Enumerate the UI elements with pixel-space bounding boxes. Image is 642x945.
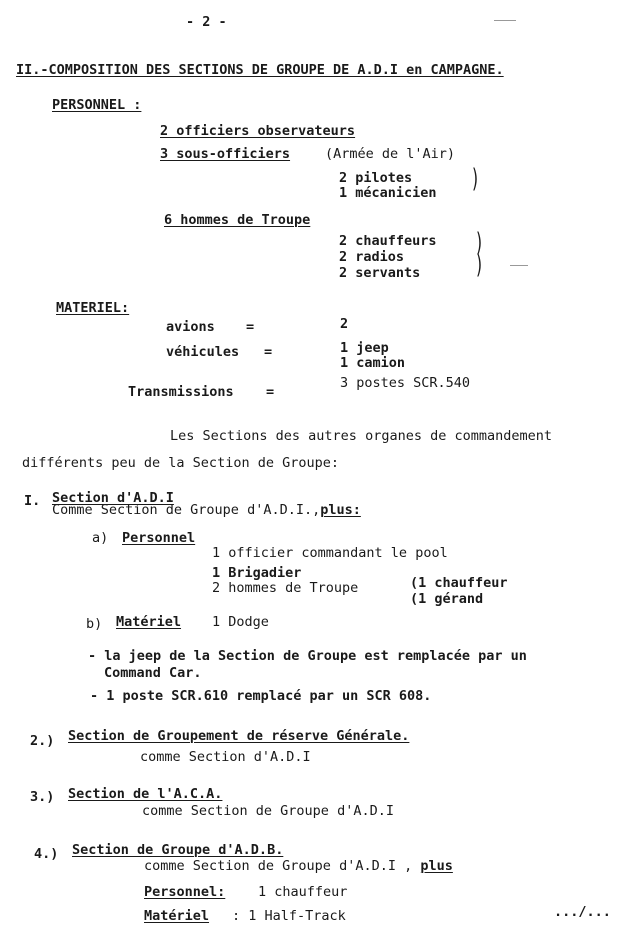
page-number: - 2 - bbox=[186, 14, 227, 30]
materiel-row-value: 2 bbox=[340, 316, 349, 332]
section-1-plus: plus: bbox=[320, 502, 361, 518]
materiel-row-value: 3 postes SCR.540 bbox=[340, 375, 471, 391]
section-1-line bbox=[52, 502, 361, 518]
section-4-materiel-label: Matériel bbox=[144, 908, 210, 924]
nco-note: (Armée de l'Air) bbox=[325, 146, 456, 162]
section-4-title: Section de Groupe d'A.D.B. bbox=[72, 842, 284, 858]
section-4-number: 4.) bbox=[34, 846, 59, 862]
scan-speck bbox=[510, 265, 528, 266]
personnel-label: PERSONNEL : bbox=[52, 97, 142, 113]
materiel-row-value: 1 jeep bbox=[340, 340, 389, 356]
materiel-row-value2: 1 camion bbox=[340, 355, 406, 371]
materiel-row-eq: = bbox=[264, 344, 273, 360]
sub-a-item: 2 hommes de Troupe bbox=[212, 580, 359, 596]
brace-glyph: ) bbox=[476, 228, 483, 258]
sub-b-value: 1 Dodge bbox=[212, 614, 269, 630]
officers-line: 2 officiers observateurs bbox=[160, 123, 356, 139]
section-1-number: I. bbox=[24, 493, 41, 509]
continuation-mark: .../... bbox=[554, 904, 611, 920]
section-4-personnel-value: 1 chauffeur bbox=[258, 884, 348, 900]
section-1-title: Section d'A.D.I bbox=[52, 490, 174, 506]
section-4-line bbox=[144, 858, 453, 874]
troop-detail-radios: 2 radios bbox=[339, 249, 405, 265]
nco-line: 3 sous-officiers bbox=[160, 146, 291, 162]
bullet-2: - 1 poste SCR.610 remplacé par un SCR 608. bbox=[90, 688, 432, 704]
sub-a-subitem: (1 gérand bbox=[410, 591, 484, 607]
section-heading: II.-COMPOSITION DES SECTIONS DE GROUPE DE A.D.I en CAMPAGNE. bbox=[16, 62, 504, 78]
materiel-row-eq: = bbox=[266, 384, 275, 400]
materiel-row-eq: = bbox=[246, 319, 255, 335]
scan-speck bbox=[494, 20, 516, 21]
sub-b-label: b) bbox=[86, 616, 103, 632]
brace-glyph: ) bbox=[472, 164, 479, 194]
bullet-1-line-1: - la jeep de la Section de Groupe est remplacée par un bbox=[88, 648, 527, 664]
section-4-line-prefix: comme Section de Groupe d'A.D.I , bbox=[144, 858, 413, 874]
sub-b-title: Matériel bbox=[116, 614, 182, 630]
section-1-line-prefix: Comme Section de Groupe d'A.D.I., bbox=[52, 502, 321, 518]
troops-line: 6 hommes de Troupe bbox=[164, 212, 311, 228]
nco-detail-mechanic: 1 mécanicien bbox=[339, 185, 437, 201]
materiel-row-name: véhicules bbox=[166, 344, 240, 360]
sub-a-item: 1 officier commandant le pool bbox=[212, 545, 448, 561]
section-3-title: Section de l'A.C.A. bbox=[68, 786, 223, 802]
intro-line-1: Les Sections des autres organes de commandement bbox=[170, 428, 553, 444]
section-4-plus: plus bbox=[420, 858, 453, 874]
sub-a-title: Personnel bbox=[122, 530, 196, 546]
sub-a-item: 1 Brigadier bbox=[212, 565, 302, 581]
section-4-materiel-value: : 1 Half-Track bbox=[232, 908, 346, 924]
brace-glyph: ) bbox=[476, 250, 483, 280]
section-2-title: Section de Groupement de réserve Générale. bbox=[68, 728, 410, 744]
sub-a-subitem: (1 chauffeur bbox=[410, 575, 508, 591]
nco-detail-pilots: 2 pilotes bbox=[339, 170, 413, 186]
intro-line-2: différents peu de la Section de Groupe: bbox=[22, 455, 339, 471]
materiel-label: MATERIEL: bbox=[56, 300, 130, 316]
sub-a-label: a) bbox=[92, 530, 109, 546]
section-3-number: 3.) bbox=[30, 789, 55, 805]
section-4-personnel-label: Personnel: bbox=[144, 884, 226, 900]
materiel-row-name: avions bbox=[166, 319, 215, 335]
troop-detail-drivers: 2 chauffeurs bbox=[339, 233, 437, 249]
section-3-line: comme Section de Groupe d'A.D.I bbox=[142, 803, 394, 819]
bullet-1-line-2: Command Car. bbox=[104, 665, 202, 681]
troop-detail-servants: 2 servants bbox=[339, 265, 421, 281]
materiel-row-name: Transmissions bbox=[128, 384, 234, 400]
section-2-line: comme Section d'A.D.I bbox=[140, 749, 311, 765]
section-2-number: 2.) bbox=[30, 733, 55, 749]
